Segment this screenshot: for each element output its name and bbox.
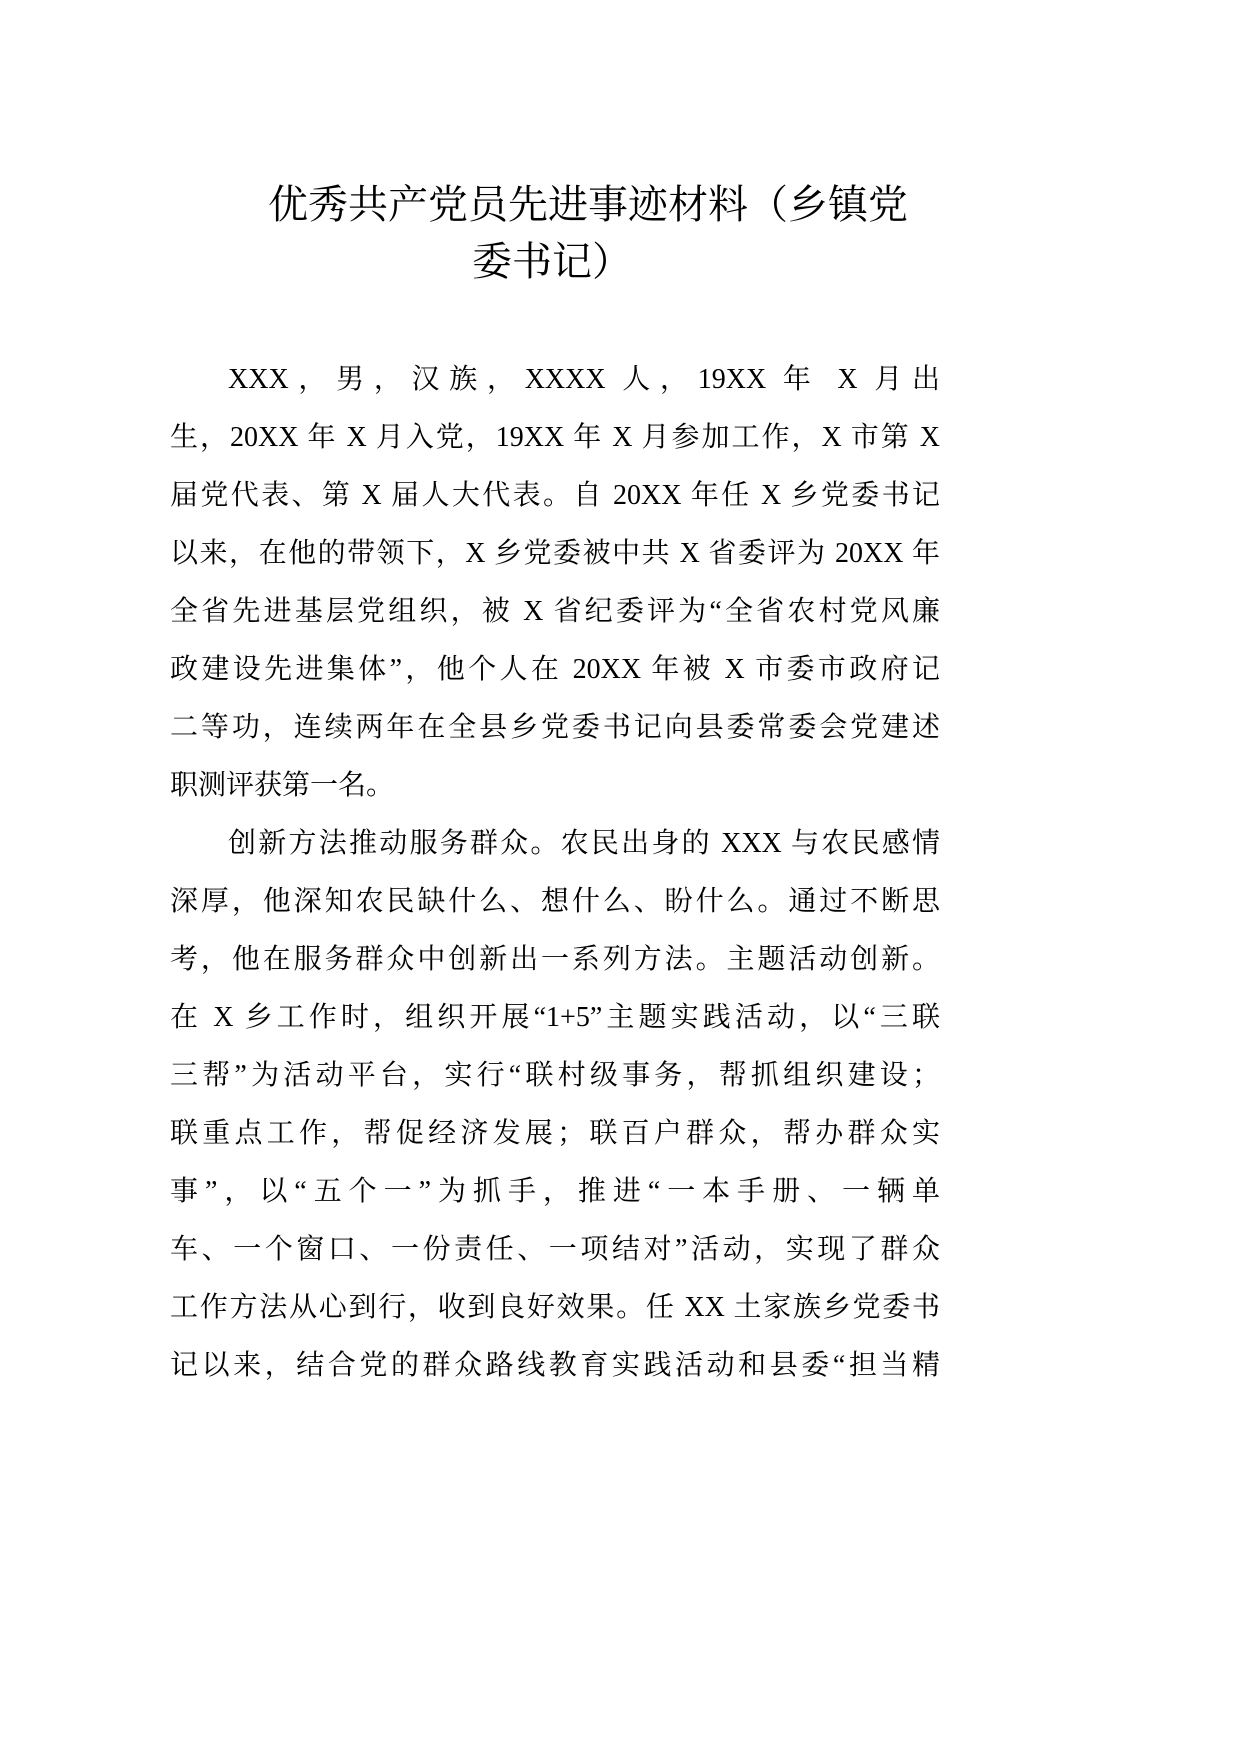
paragraph-1-line: 二等功，连续两年在全县乡党委书记向县委常委会党建述 <box>170 712 940 743</box>
paragraph-1-line: 届党代表、第 X 届人大代表。自 20XX 年任 X 乡党委书记 <box>170 480 940 511</box>
document-body <box>170 351 940 1395</box>
paragraph-2-line: 创新方法推动服务群众。农民出身的 XXX 与农民感情 <box>228 828 940 859</box>
paragraph-1-line: 生，20XX 年 X 月入党，19XX 年 X 月参加工作，X 市第 X <box>170 422 940 453</box>
paragraph-1-line: 以来，在他的带领下，X 乡党委被中共 X 省委评为 20XX 年 <box>170 538 940 569</box>
document-title-line-2: 委书记） <box>472 239 632 285</box>
paragraph-2-line: 工作方法从心到行，收到良好效果。任 XX 土家族乡党委书 <box>170 1292 940 1323</box>
paragraph-2-line: 考，他在服务群众中创新出一系列方法。主题活动创新。 <box>170 944 940 975</box>
paragraph-2-line: 联重点工作，帮促经济发展；联百户群众，帮办群众实 <box>170 1118 940 1149</box>
paragraph-1-line: 政建设先进集体”，他个人在 20XX 年被 X 市委市政府记 <box>170 654 940 685</box>
paragraph-2-line: 深厚，他深知农民缺什么、想什么、盼什么。通过不断思 <box>170 886 940 917</box>
document-title-line-1: 优秀共产党员先进事迹材料（乡镇党 <box>268 182 908 228</box>
paragraph-1-line: 全省先进基层党组织，被 X 省纪委评为“全省农村党风廉 <box>170 596 940 627</box>
paragraph-1-line: 职测评获第一名。 <box>170 770 395 801</box>
paragraph-2-line: 记以来，结合党的群众路线教育实践活动和县委“担当精 <box>170 1350 940 1381</box>
paragraph-2-line: 车、一个窗口、一份责任、一项结对”活动，实现了群众 <box>170 1234 940 1265</box>
paragraph-2-line: 三帮”为活动平台，实行“联村级事务，帮抓组织建设； <box>170 1060 940 1091</box>
paragraph-1-line: XXX，男，汉族，XXXX 人，19XX 年 X 月出 <box>228 364 940 395</box>
paragraph-2-line: 事”，以“五个一”为抓手，推进“一本手册、一辆单 <box>170 1176 940 1207</box>
paragraph-2-line: 在 X 乡工作时，组织开展“1+5”主题实践活动，以“三联 <box>170 1002 940 1033</box>
